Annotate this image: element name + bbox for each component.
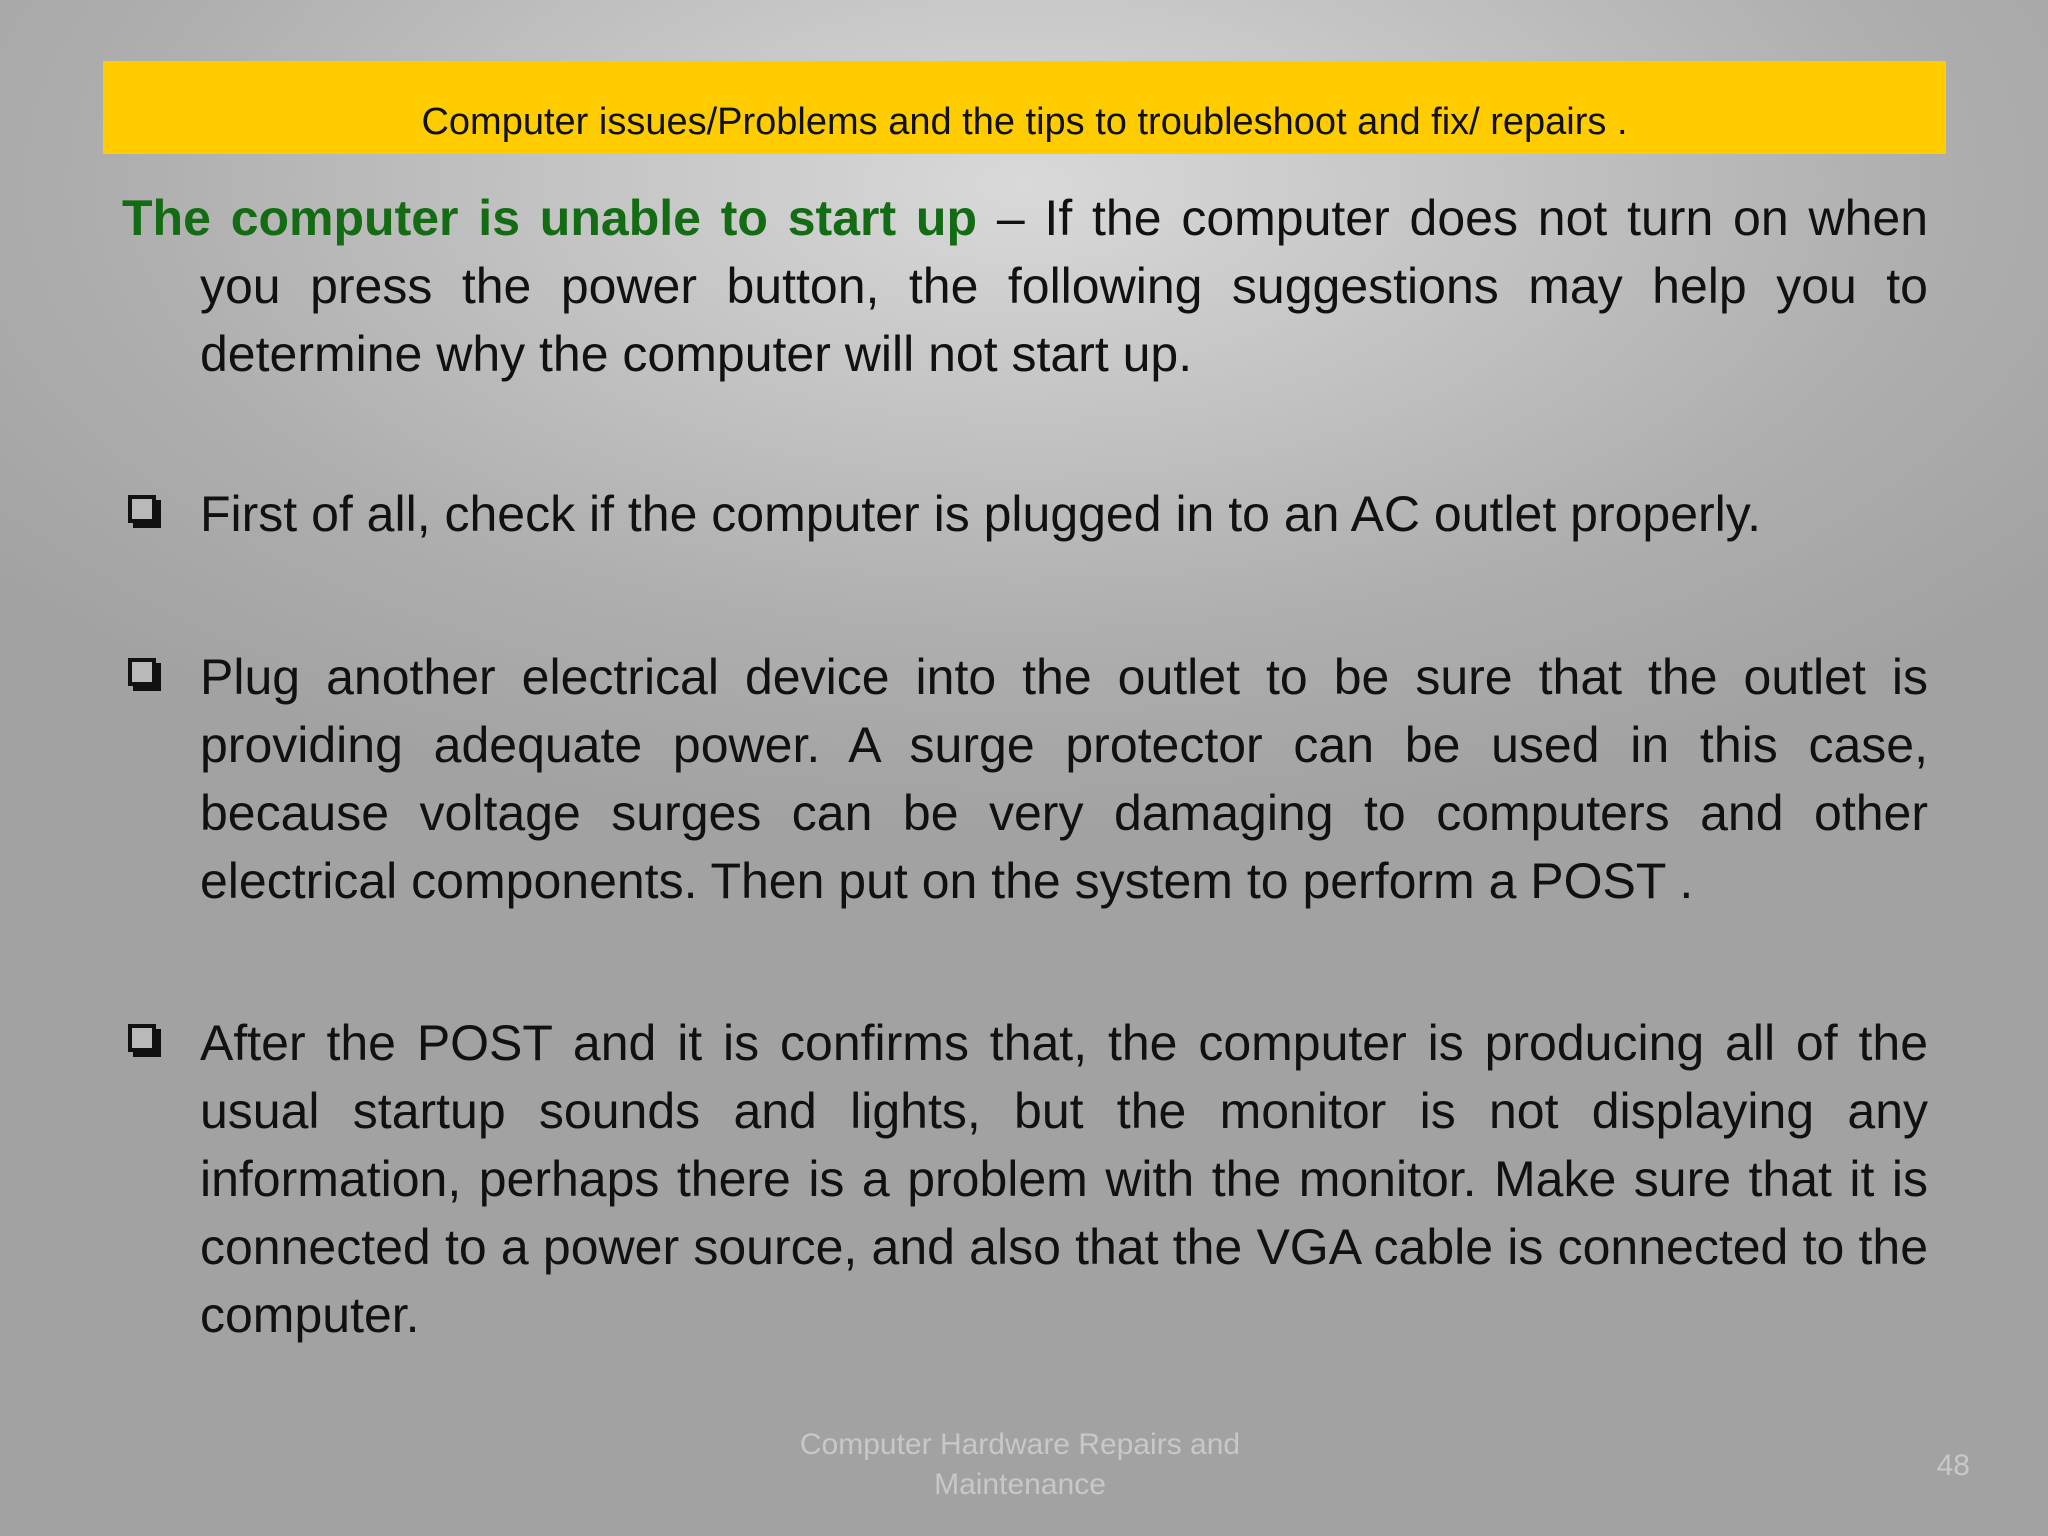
checkbox-icon bbox=[128, 658, 156, 686]
page-number: 48 bbox=[1936, 1449, 1970, 1482]
checkbox-icon bbox=[128, 495, 156, 523]
title-banner bbox=[103, 61, 1946, 154]
bullet-list bbox=[122, 480, 1928, 1349]
footer-text bbox=[720, 1425, 1320, 1505]
list-item bbox=[122, 643, 1928, 915]
list-item bbox=[122, 480, 1928, 548]
intro-lead: The computer is unable to start up bbox=[122, 190, 978, 246]
footer-line-1: Computer Hardware Repairs and bbox=[799, 1428, 1241, 1461]
intro-text: – If the computer does not turn on when you press the power button, the following suggestions may help you to determine why the computer will not start up. bbox=[200, 190, 1929, 382]
intro-paragraph bbox=[122, 184, 1928, 388]
bullet-text: Plug another electrical device into the outlet to be sure that the outlet is providing adequate power. A surge protector can be used in this case, because voltage surges can be very damaging to computers and other electrical components. Then put on the system to perform a POST . bbox=[200, 649, 1928, 909]
bullet-text: After the POST and it is confirms that, the computer is producing all of the usual startup sounds and lights, but the monitor is not displaying any information, perhaps there is a problem with the monitor. Make sure that it is connected to a power source, and also that the VGA cable is connected to the computer. bbox=[200, 1015, 1928, 1343]
footer-line-2: Maintenance bbox=[934, 1468, 1106, 1501]
bullet-text: First of all, check if the computer is plugged in to an AC outlet properly. bbox=[200, 486, 1761, 542]
checkbox-icon bbox=[128, 1024, 156, 1052]
list-item bbox=[122, 1009, 1928, 1349]
slide-content bbox=[122, 184, 1928, 1349]
slide-title: Computer issues/Problems and the tips to troubleshoot and fix/ repairs . bbox=[421, 101, 1628, 143]
